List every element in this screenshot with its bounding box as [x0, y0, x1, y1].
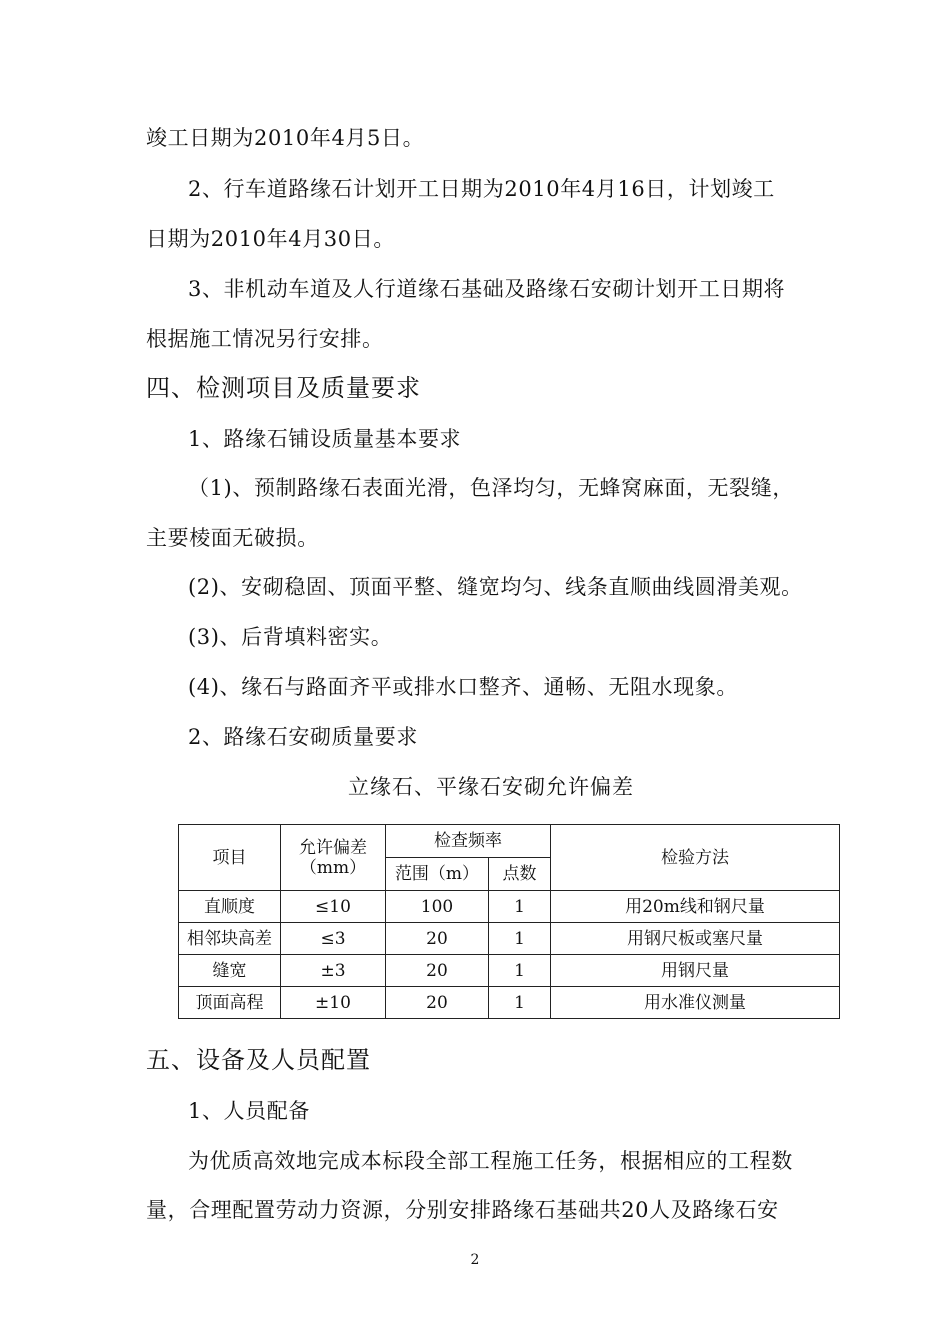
tolerance-table	[178, 824, 840, 1019]
table-header-row	[179, 825, 840, 858]
cell-item: 直顺度	[179, 891, 281, 923]
list-item: (2)、安砌稳固、顶面平整、缝宽均匀、线条直顺曲线圆滑美观。	[188, 575, 803, 599]
list-item: (4)、缘石与路面齐平或排水口整齐、通畅、无阻水现象。	[188, 675, 738, 699]
section-heading: 五、设备及人员配置	[146, 1046, 371, 1074]
cell-points: 1	[489, 987, 551, 1019]
cell-range: 20	[386, 987, 489, 1019]
cell-tolerance: ±3	[281, 955, 386, 987]
cell-item: 缝宽	[179, 955, 281, 987]
table-row	[179, 891, 840, 923]
cell-range: 20	[386, 955, 489, 987]
cell-method: 用水准仪测量	[551, 987, 840, 1019]
header-points: 点数	[489, 858, 551, 891]
cell-item: 顶面高程	[179, 987, 281, 1019]
header-item: 项目	[179, 825, 281, 891]
header-range: 范围（m）	[386, 858, 489, 891]
cell-item: 相邻块高差	[179, 923, 281, 955]
subsection-heading: 2、路缘石安砌质量要求	[188, 725, 418, 749]
paragraph-line: 量，合理配置劳动力资源，分别安排路缘石基础共20人及路缘石安	[146, 1198, 779, 1222]
cell-method: 用20m线和钢尺量	[551, 891, 840, 923]
table-row	[179, 987, 840, 1019]
paragraph-line: 竣工日期为2010年4月5日。	[146, 126, 425, 150]
paragraph-line: 2、行车道路缘石计划开工日期为2010年4月16日，计划竣工	[188, 177, 775, 201]
cell-points: 1	[489, 891, 551, 923]
cell-tolerance: ≤3	[281, 923, 386, 955]
page-number: 2	[470, 1252, 480, 1268]
cell-range: 20	[386, 923, 489, 955]
table-caption: 立缘石、平缘石安砌允许偏差	[348, 775, 634, 799]
cell-range: 100	[386, 891, 489, 923]
list-item: (3)、后背填料密实。	[188, 625, 393, 649]
header-tolerance	[281, 825, 386, 891]
header-tolerance-line2: （mm）	[299, 857, 367, 878]
cell-points: 1	[489, 923, 551, 955]
paragraph-line: 3、非机动车道及人行道缘石基础及路缘石安砌计划开工日期将	[188, 277, 786, 301]
paragraph-line: 日期为2010年4月30日。	[146, 227, 395, 251]
paragraph-line: 根据施工情况另行安排。	[146, 327, 384, 351]
table-row	[179, 955, 840, 987]
cell-method: 用钢尺量	[551, 955, 840, 987]
list-item-continuation: 主要棱面无破损。	[146, 526, 319, 550]
section-heading: 四、检测项目及质量要求	[146, 374, 421, 402]
cell-tolerance: ≤10	[281, 891, 386, 923]
subsection-heading: 1、路缘石铺设质量基本要求	[188, 427, 462, 451]
header-frequency: 检查频率	[386, 825, 551, 858]
paragraph-line: 为优质高效地完成本标段全部工程施工任务，根据相应的工程数	[188, 1149, 793, 1173]
header-method: 检验方法	[551, 825, 840, 891]
table-row	[179, 923, 840, 955]
cell-points: 1	[489, 955, 551, 987]
header-tolerance-line1: 允许偏差	[299, 837, 367, 858]
cell-tolerance: ±10	[281, 987, 386, 1019]
cell-method: 用钢尺板或塞尺量	[551, 923, 840, 955]
subsection-heading: 1、人员配备	[188, 1099, 310, 1123]
list-item: （1)、预制路缘石表面光滑，色泽均匀，无蜂窝麻面，无裂缝，	[188, 476, 794, 500]
